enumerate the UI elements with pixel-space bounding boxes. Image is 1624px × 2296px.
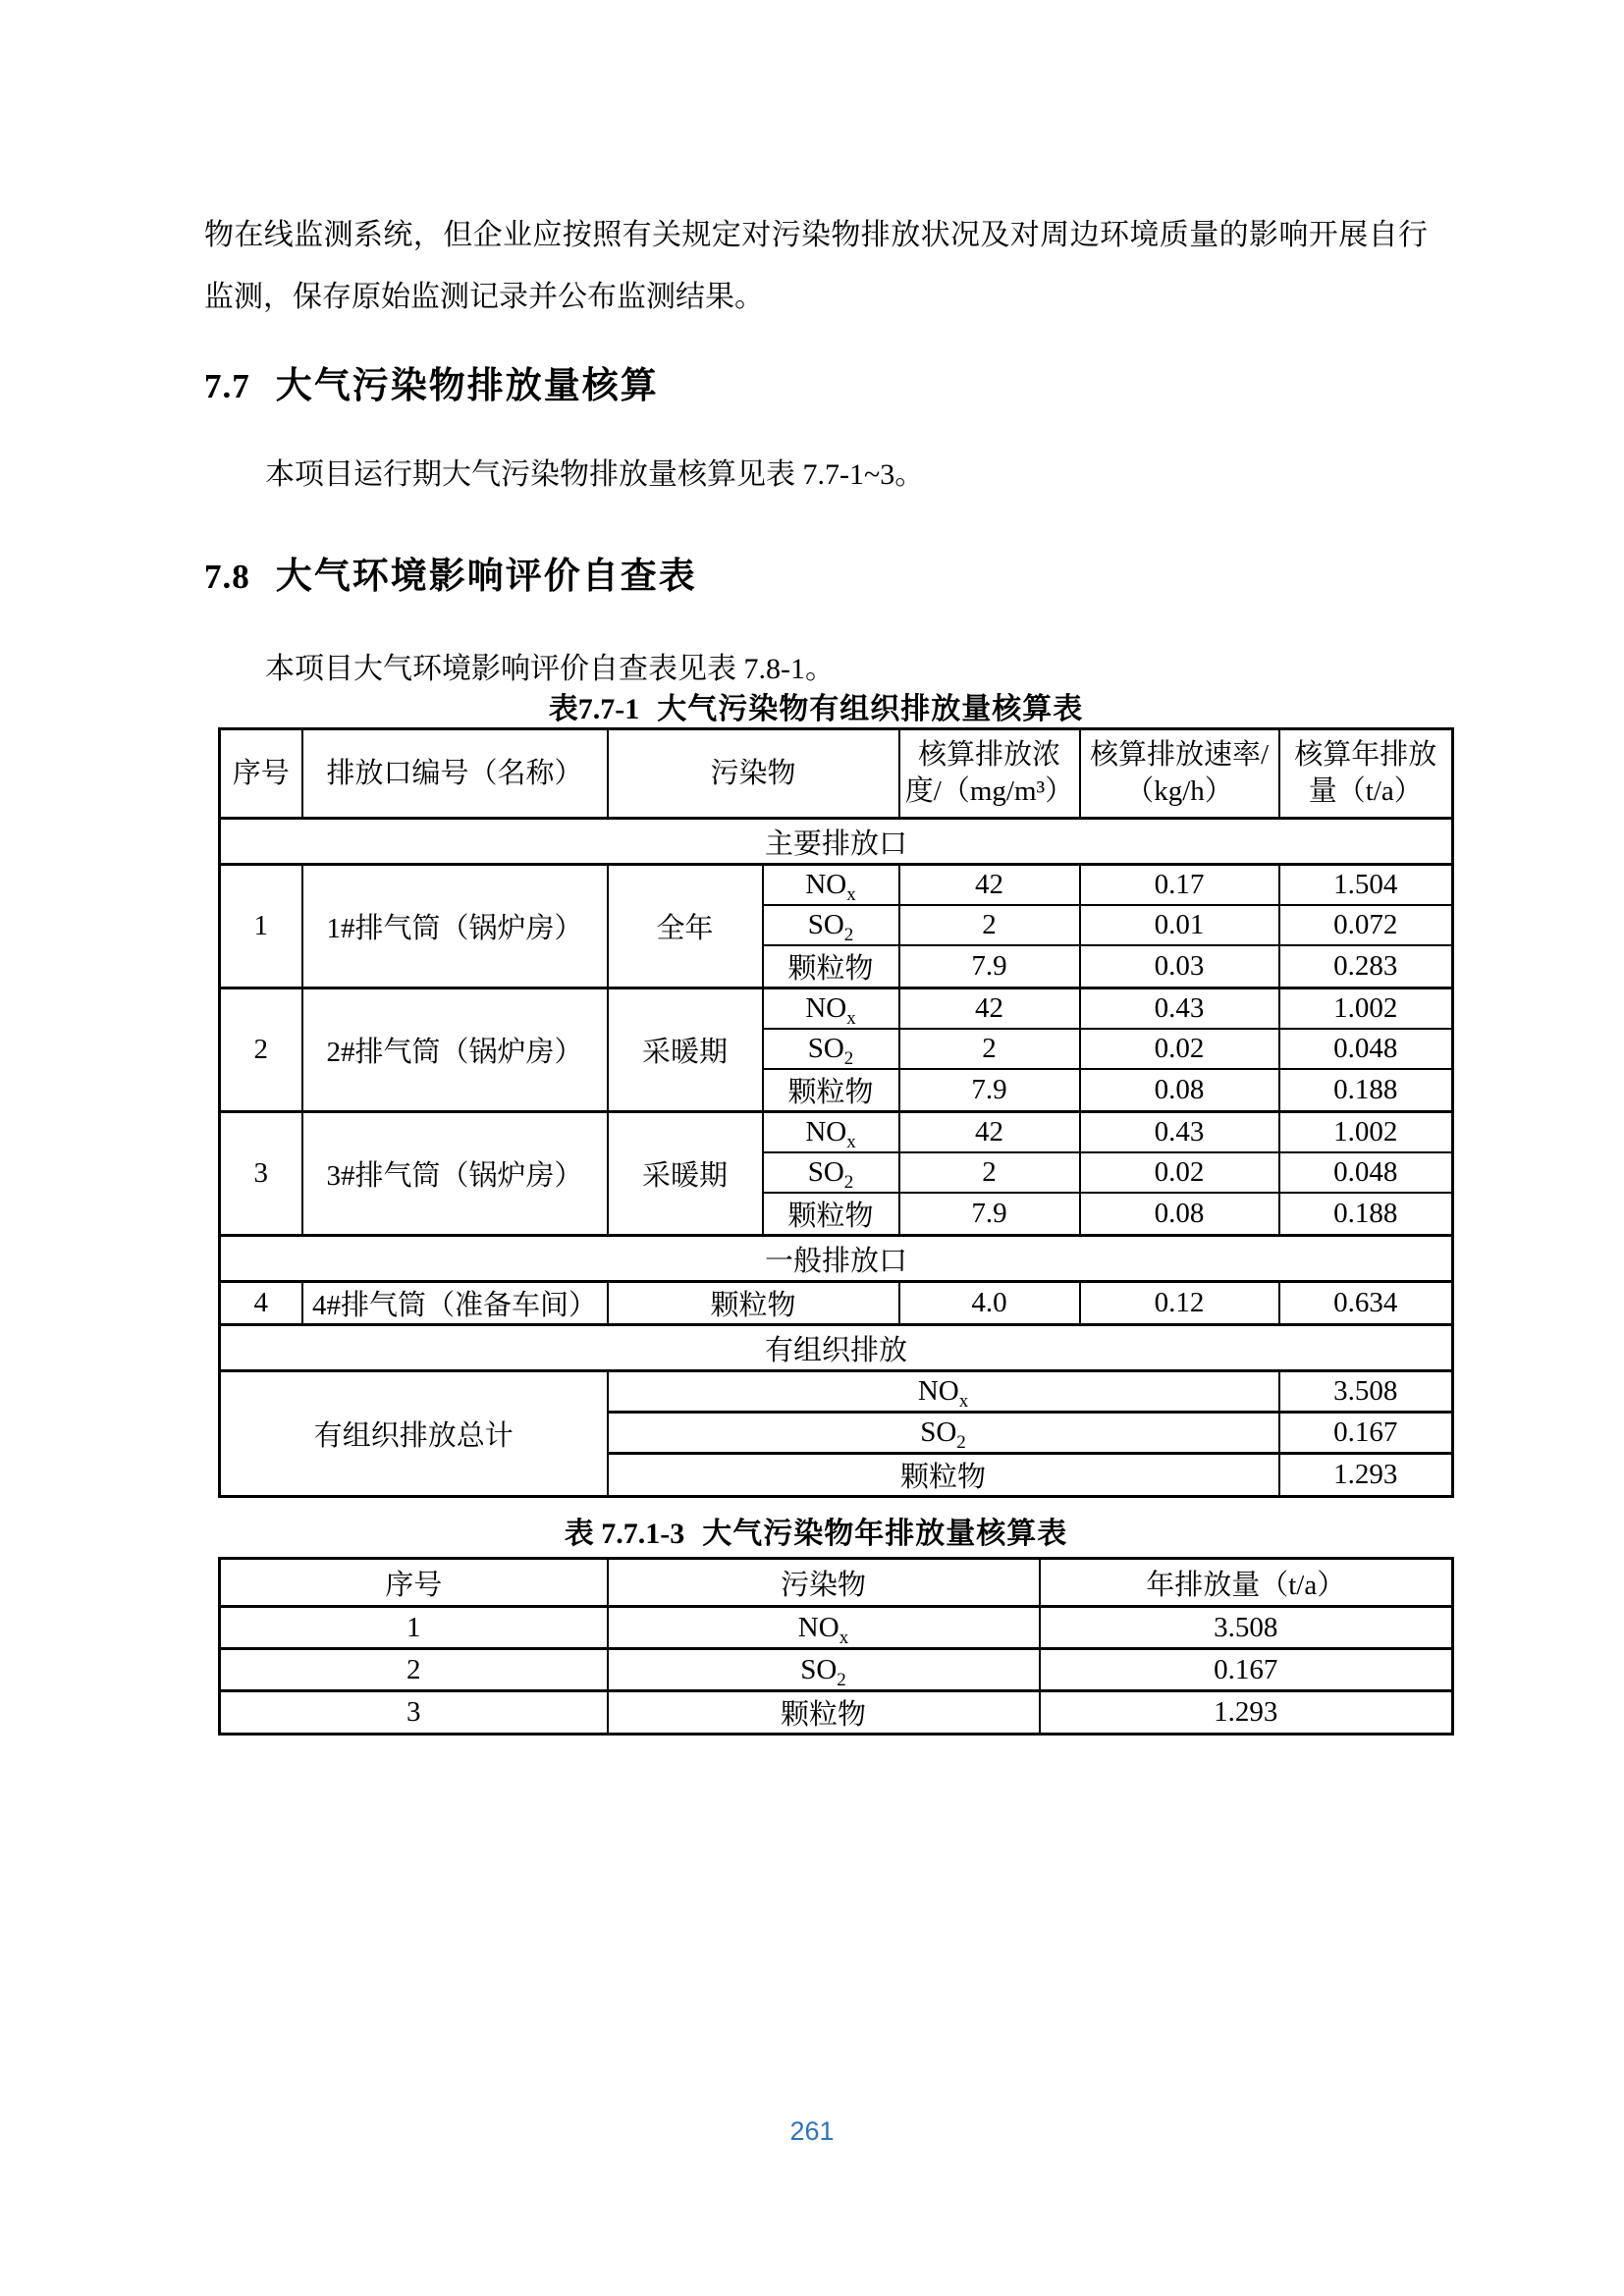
pollutant-subscript: 2: [843, 1171, 854, 1193]
pollutant-name: 颗粒物: [710, 1290, 796, 1321]
outlet-name-cell: 2#排气筒（锅炉房）: [302, 988, 608, 1112]
concentration-cell: 42: [899, 865, 1080, 906]
rate-cell: 0.02: [1080, 1152, 1279, 1193]
annual-cell: 0.167: [1279, 1413, 1453, 1454]
section-label: 一般排放口: [220, 1236, 1453, 1282]
table1-caption-title: 大气污染物有组织排放量核算表: [657, 693, 1084, 725]
pollutant-cell: [608, 1607, 1040, 1649]
pollutant-name: SO: [807, 909, 844, 940]
outlet-no-cell: 3: [220, 1112, 302, 1236]
pollutant-name: 颗粒物: [787, 1201, 874, 1232]
row-no-cell: 1: [220, 1607, 608, 1649]
table2-header-row: [220, 1559, 1453, 1607]
concentration-cell: 42: [899, 988, 1080, 1030]
rate-cell: 0.02: [1080, 1029, 1279, 1069]
annual-emissions-table: [218, 1557, 1454, 1735]
concentration-cell: 42: [899, 1112, 1080, 1153]
annual-cell: 0.167: [1040, 1649, 1453, 1691]
period-cell: 采暖期: [608, 988, 763, 1112]
col-header-pollutant: 污染物: [608, 729, 899, 819]
concentration-cell: 2: [899, 905, 1080, 945]
outlet-name-cell: 4#排气筒（准备车间）: [302, 1282, 608, 1325]
pollutant-subscript: x: [846, 1131, 856, 1152]
pollutant-cell: [763, 988, 899, 1030]
outlet-no-cell: 2: [220, 988, 302, 1112]
table-row: [220, 1649, 1453, 1691]
rate-cell: 0.12: [1080, 1282, 1279, 1325]
pollutant-name: 颗粒物: [787, 953, 874, 985]
outlet-no-cell: 1: [220, 865, 302, 988]
pollutant-cell: [763, 945, 899, 988]
pollutant-name: 颗粒物: [780, 1699, 866, 1731]
pollutant-subscript: 2: [843, 924, 854, 945]
concentration-cell: 4.0: [899, 1282, 1080, 1325]
section-heading-7-8: [204, 546, 1428, 599]
annual-cell: 1.002: [1279, 1112, 1453, 1153]
table2-caption-number: 表 7.7.1-3: [564, 1518, 685, 1550]
section-number: 7.8: [204, 558, 250, 596]
section-row-general-outlets: [220, 1236, 1453, 1282]
table1-caption: [204, 684, 1428, 727]
page-number: 261: [789, 2116, 835, 2146]
pollutant-subscript: x: [958, 1390, 969, 1412]
pollutant-name: NO: [805, 992, 847, 1024]
row-no-cell: 2: [220, 1649, 608, 1691]
annual-cell: 0.048: [1279, 1029, 1453, 1069]
pollutant-subscript: 2: [837, 1669, 846, 1690]
table1-caption-number: 表7.7-1: [548, 693, 640, 725]
annual-cell: 3.508: [1279, 1371, 1453, 1413]
section-row-organized: [220, 1325, 1453, 1371]
pollutant-name: SO: [920, 1416, 957, 1448]
col-header-outlet: 排放口编号（名称）: [302, 729, 608, 819]
table1-header-row: [220, 729, 1453, 819]
pollutant-cell: [763, 1069, 899, 1112]
intro-paragraph: 物在线监测系统，但企业应按照有关规定对污染物排放状况及对周边环境质量的影响开展自行监测，保存原始监测记录并公布监测结果。: [204, 219, 1428, 313]
period-cell: 全年: [608, 865, 763, 988]
col-header-annual: 核算年排放量（t/a）: [1279, 729, 1453, 819]
concentration-cell: 2: [899, 1152, 1080, 1193]
section-7-8-paragraph: 本项目大气环境影响评价自查表见表 7.8-1。: [265, 653, 835, 685]
pollutant-name: NO: [805, 869, 847, 900]
pollutant-cell: [608, 1413, 1279, 1454]
col-header-annual: 年排放量（t/a）: [1040, 1559, 1453, 1607]
period-cell: 采暖期: [608, 1112, 763, 1236]
rate-cell: 0.08: [1080, 1069, 1279, 1112]
pollutant-cell: [763, 865, 899, 906]
pollutant-subscript: 2: [843, 1047, 854, 1069]
section-heading-7-7: [204, 355, 1428, 408]
concentration-cell: 7.9: [899, 1069, 1080, 1112]
section-row-main-outlets: [220, 819, 1453, 865]
table-row: [220, 1282, 1453, 1325]
annual-cell: 0.072: [1279, 905, 1453, 945]
annual-cell: 3.508: [1040, 1607, 1453, 1649]
summary-row: [220, 1371, 1453, 1413]
rate-cell: 0.01: [1080, 905, 1279, 945]
section-label: 有组织排放: [220, 1325, 1453, 1371]
section-number: 7.7: [204, 367, 250, 405]
section-7-7-paragraph: 本项目运行期大气污染物排放量核算见表 7.7-1~3。: [265, 458, 925, 491]
concentration-cell: 2: [899, 1029, 1080, 1069]
summary-label-cell: 有组织排放总计: [220, 1371, 608, 1497]
pollutant-cell: [763, 905, 899, 945]
pollutant-subscript: x: [846, 883, 856, 905]
table-row: [220, 865, 1453, 906]
row-no-cell: 3: [220, 1691, 608, 1735]
table-row: [220, 1691, 1453, 1735]
annual-cell: 1.002: [1279, 988, 1453, 1030]
outlet-name-cell: 1#排气筒（锅炉房）: [302, 865, 608, 988]
pollutant-name: NO: [805, 1116, 847, 1148]
pollutant-cell: [608, 1691, 1040, 1735]
annual-cell: 0.188: [1279, 1193, 1453, 1236]
col-header-pollutant: 污染物: [608, 1559, 1040, 1607]
annual-cell: 1.293: [1040, 1691, 1453, 1735]
rate-cell: 0.43: [1080, 1112, 1279, 1153]
table2-caption-title: 大气污染物年排放量核算表: [702, 1518, 1068, 1550]
col-header-no: 序号: [220, 729, 302, 819]
pollutant-name: NO: [797, 1611, 839, 1643]
section-label: 主要排放口: [220, 819, 1453, 865]
pollutant-name: SO: [807, 1156, 844, 1188]
rate-cell: 0.43: [1080, 988, 1279, 1030]
annual-cell: 0.188: [1279, 1069, 1453, 1112]
pollutant-cell: [763, 1029, 899, 1069]
annual-cell: 1.293: [1279, 1454, 1453, 1497]
annual-cell: 1.504: [1279, 865, 1453, 906]
pollutant-cell: [608, 1454, 1279, 1497]
pollutant-cell: [763, 1152, 899, 1193]
annual-cell: 0.048: [1279, 1152, 1453, 1193]
pollutant-subscript: 2: [956, 1431, 966, 1453]
outlet-no-cell: 4: [220, 1282, 302, 1325]
pollutant-cell: [763, 1193, 899, 1236]
section-title: 大气污染物排放量核算: [275, 365, 659, 405]
pollutant-cell: [763, 1112, 899, 1153]
concentration-cell: 7.9: [899, 945, 1080, 988]
col-header-rate: 核算排放速率/（kg/h）: [1080, 729, 1279, 819]
section-title: 大气环境影响评价自查表: [275, 556, 697, 596]
rate-cell: 0.08: [1080, 1193, 1279, 1236]
rate-cell: 0.03: [1080, 945, 1279, 988]
pollutant-subscript: x: [839, 1627, 849, 1648]
organized-emissions-table: [218, 727, 1454, 1498]
col-header-no: 序号: [220, 1559, 608, 1607]
table-row: [220, 1112, 1453, 1153]
pollutant-name: NO: [917, 1375, 959, 1407]
annual-cell: 0.283: [1279, 945, 1453, 988]
pollutant-cell: [608, 1282, 899, 1325]
pollutant-name: SO: [800, 1653, 838, 1685]
pollutant-name: 颗粒物: [787, 1077, 874, 1108]
pollutant-cell: [608, 1371, 1279, 1413]
annual-cell: 0.634: [1279, 1282, 1453, 1325]
table2-caption: [204, 1509, 1428, 1552]
pollutant-cell: [608, 1649, 1040, 1691]
table-row: [220, 1607, 1453, 1649]
pollutant-name: SO: [807, 1033, 844, 1064]
table-row: [220, 988, 1453, 1030]
col-header-concentration: 核算排放浓度/（mg/m³）: [899, 729, 1080, 819]
outlet-name-cell: 3#排气筒（锅炉房）: [302, 1112, 608, 1236]
concentration-cell: 7.9: [899, 1193, 1080, 1236]
pollutant-name: 颗粒物: [900, 1462, 987, 1493]
pollutant-subscript: x: [846, 1007, 856, 1029]
rate-cell: 0.17: [1080, 865, 1279, 906]
